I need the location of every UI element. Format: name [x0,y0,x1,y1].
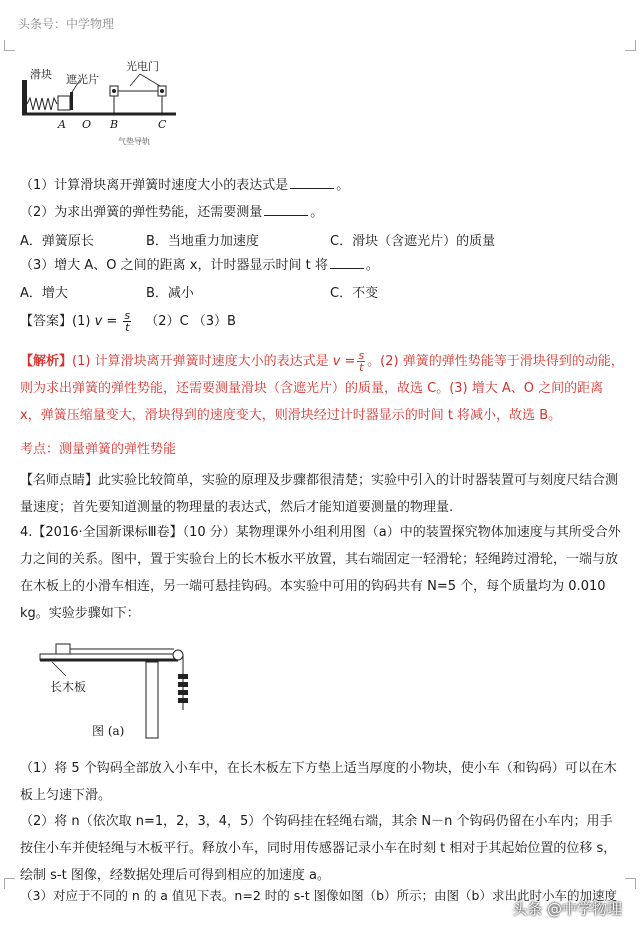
q2-option-a: A．弹簧原长 [20,234,94,249]
source-header: 头条号：中学物理 [18,17,115,31]
figure-long-board [36,640,206,742]
label-point-a: A [58,118,66,131]
step-2: （2）将 n（依次取 n=1，2，3，4，5）个钩码挂在轻绳右端，其余 N－n 个钩码仍留在小车内；用手按住小车并使轻绳与木板平行。释放小车，同时用传感器记录小车在时刻 t 相对于其起始位置的位移 s，绘制 s-t 图像，经数据处理后可得到相应的加速度 a。 [20,814,617,883]
fraction-s-over-t: $\frac{s}{t}$ [358,349,365,374]
label-point-b: B [110,118,119,131]
label-point-o: O [82,118,92,131]
answer-blank [264,203,308,216]
q2-option-b: B．当地重力加速度 [146,234,259,249]
corner-mark [4,878,15,889]
label-photogate: 光电门 [126,60,159,73]
question-1: （1）计算滑块离开弹簧时速度大小的表达式是 。 [20,178,350,193]
step-1: （1）将 5 个钩码全部放入小车中，在长木板左下方垫上适当厚度的小物块，使小车（和钩码）可以在木板上匀速下滑。 [20,761,617,803]
corner-mark [625,878,636,889]
analysis-block: 【解析】(1) 计算滑块离开弹簧时速度大小的表达式是 v = $\frac{s}{t}$ 。(2) 弹簧的弹性势能等于滑块得到的动能，则为求出弹簧的弹性势能，还需要测量滑块（含遮光片）的质量，故选 C。(3) 增大 A、O 之间的距离 x，弹簧压缩量变大，滑块得到的速度变大，则滑块经过计时器显示的时间 t 将减小，故选 B。 [20,349,624,423]
watermark: 头条 @中学物理 [512,900,622,918]
fraction-s-over-t: $\frac{s}{t}$ [124,309,131,334]
kaodian-line: 考点：测量弹簧的弹性势能 [20,442,177,457]
q3-option-b: B．减小 [146,286,194,301]
step-3: （3）对应于不同的 n 的 a 值见下表。n=2 时的 s-t 图像如图（b）所示；由图（b）求出此时小车的加速度 [20,888,617,903]
teacher-comment: 【名师点睛】此实验比较简单，实验的原理及步骤都很清楚；实验中引入的计时器装置可与刻度尺结合测量速度；首先要知道测量的物理量的表达式，然后才能知道要测量的物理量. [20,473,619,515]
label-shutter: 遮光片 [66,73,99,86]
problem-4: 4.【2016·全国新课标Ⅲ卷】（10 分）某物理课外小组利用图（a）中的装置探究物体加速度与其所受合外力之间的关系。图中，置于实验台上的长木板水平放置，其右端固定一轻滑轮；轻绳跨过滑轮，一端与放在木板上的小滑车相连，另一端可悬挂钩码。本实验中可用的钩码共有 N=5 个，每个质量均为 0.010 kg。实验步骤如下： [20,525,621,621]
corner-mark [625,40,636,51]
q3-option-c: C．不变 [330,286,379,301]
answer-blank [290,176,334,189]
label-long-board: 长木板 [50,680,87,694]
label-point-c: C [158,118,167,131]
label-air-track: 气垫导轨 [118,137,150,146]
q3-option-a: A．增大 [20,286,68,301]
corner-mark [4,40,15,51]
q2-option-c: C．滑块（含遮光片）的质量 [330,234,496,249]
figure-a-caption: 图 (a) [92,724,125,738]
answer-line: 【答案】(1) v = $\frac{s}{t}$ （2）C （3）B [20,309,236,334]
question-3: （3）增大 A、O 之间的距离 x，计时器显示时间 t 将 。 [20,258,379,273]
answer-blank [330,256,364,269]
figure-air-track [18,52,188,152]
label-slider: 滑块 [30,68,52,81]
question-2: （2）为求出弹簧的弹性势能，还需要测量 。 [20,205,324,220]
